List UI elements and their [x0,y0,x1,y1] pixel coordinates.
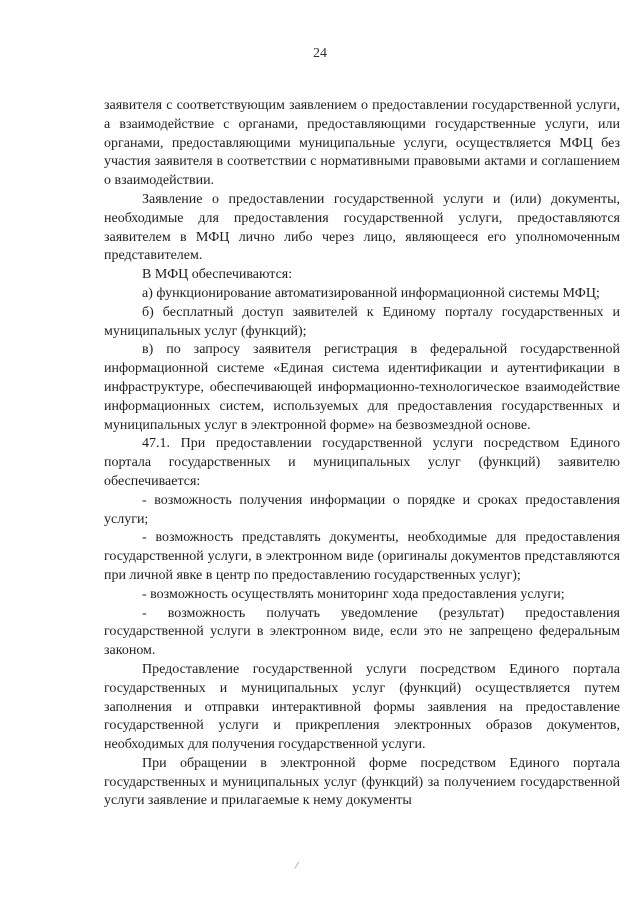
paragraph-electronic-request: При обращении в электронной форме посредством Единого портала государственных и муниципальных услуг (функций) за получением государственной услуги заявление и прилагаемые к нему документы [104,755,620,809]
scan-mark [294,862,301,871]
dash-item-information: - возможность получения информации о порядке и сроках предоставления услуги; [104,492,620,527]
list-item-a: а) функционирование автоматизированной информационной системы МФЦ; [142,285,600,301]
page-number: 24 [313,46,327,61]
document-body [104,97,620,811]
paragraph-continuation: заявителя с соответствующим заявлением о предоставлении государственной услуги, а взаимодействие с органами, предоставляющими государственные услуги, или органами, предоставляющими муниципальные услуги, осуществляется МФЦ без участия заявителя в соответствии с нормативными правовыми актами и соглашением о взаимодействии. [104,98,620,189]
dash-item-documents: - возможность представлять документы, необходимые для предоставления государственной услуги, в электронном виде (оригиналы документов представляются при личной явке в центр по предоставлению государственных услуг); [104,530,620,583]
paragraph-application-submission: Заявление о предоставлении государственной услуги и (или) документы, необходимые для предоставления государственной услуги, предоставляются заявителем в МФЦ лично либо через лицо, являющееся его уполномоченным представителем. [104,191,620,264]
dash-item-notification: - возможность получать уведомление (результат) предоставления государственной услуги в электронном виде, если это не запрещено федеральным законом. [104,605,620,659]
dash-item-monitoring: - возможность осуществлять мониторинг хода предоставления услуги; [142,586,565,602]
paragraph-47-1: 47.1. При предоставлении государственной услуги посредством Единого портала государственных и муниципальных услуг (функций) заявителю обеспечивается: [104,436,620,489]
list-item-v: в) по запросу заявителя регистрация в федеральной государственной информационной системе «Единая система идентификации и аутентификации в инфраструктуре, обеспечивающей информационно-технологическое взаимодействие информационных систем, используемых для предоставления государственных и муниципальных услуг в электронной форме» на безвозмездной основе. [104,342,620,433]
paragraph-mfc-provides: В МФЦ обеспечиваются: [142,267,293,283]
paragraph-portal-provision: Предоставление государственной услуги посредством Единого портала государственных и муниципальных услуг (функций) осуществляется путем заполнения и отправки интерактивной формы заявления на предоставление государственной услуги и прикрепления электронных образов документов, необходимых для получения государственной услуги. [104,661,620,753]
list-item-b: б) бесплатный доступ заявителей к Единому порталу государственных и муниципальных услуг (функций); [104,304,620,339]
